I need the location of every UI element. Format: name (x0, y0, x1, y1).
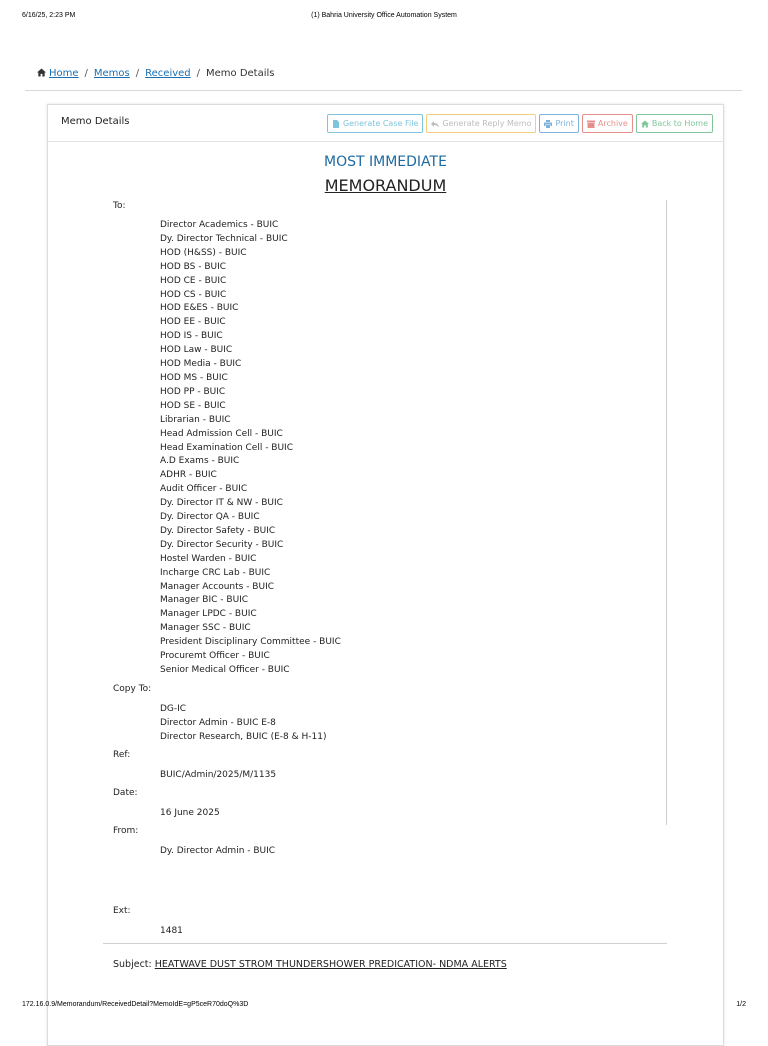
to-recipients-list (160, 219, 341, 678)
generate-reply-memo-button[interactable] (426, 114, 536, 133)
print-page-title: (1) Bahria University Office Automation System (311, 12, 457, 19)
recipient-item: Audit Officer - BUIC (160, 484, 248, 495)
recipient-item: Manager Accounts - BUIC (160, 581, 275, 592)
file-icon (332, 120, 340, 128)
recipient-item: Dy. Director IT & NW - BUIC (160, 498, 283, 509)
subject-line (113, 959, 507, 970)
subject-text: HEATWAVE DUST STROM THUNDERSHOWER PREDICATION- NDMA ALERTS (154, 959, 507, 970)
ref-value: BUIC/Admin/2025/M/1135 (160, 770, 277, 780)
archive-button[interactable] (582, 114, 633, 133)
ref-label: Ref: (113, 750, 131, 760)
breadcrumb-home-link[interactable]: Home (49, 68, 79, 79)
subject-label: Subject: (113, 959, 152, 970)
date-label: Date: (113, 788, 138, 798)
recipient-item: President Disciplinary Committee - BUIC (160, 637, 341, 648)
recipient-item: Hostel Warden - BUIC (160, 553, 257, 564)
recipient-item: HOD BS - BUIC (160, 261, 227, 272)
breadcrumb-current: Memo Details (206, 68, 275, 79)
recipient-item: Manager SSC - BUIC (160, 623, 251, 634)
card-title: Memo Details (61, 116, 130, 127)
recipient-item: Senior Medical Officer - BUIC (160, 665, 290, 675)
recipient-item: ADHR - BUIC (160, 470, 217, 481)
date-value: 16 June 2025 (160, 808, 220, 818)
generate-case-file-button[interactable] (327, 114, 423, 133)
print-button[interactable] (539, 114, 578, 133)
breadcrumb-divider (25, 90, 742, 91)
recipient-item: Manager LPDC - BUIC (160, 609, 257, 620)
recipient-item: HOD (H&SS) - BUIC (160, 247, 247, 258)
reply-icon (431, 120, 439, 128)
recipient-item: HOD CE - BUIC (160, 275, 227, 286)
print-page-number: 1/2 (736, 1001, 746, 1008)
back-to-home-label: Back to Home (651, 119, 708, 128)
back-to-home-button[interactable] (636, 114, 713, 133)
recipient-item: Director Academics - BUIC (160, 220, 279, 230)
recipient-item: A.D Exams - BUIC (160, 456, 240, 467)
recipient-item: Head Admission Cell - BUIC (160, 428, 283, 439)
breadcrumb (37, 68, 275, 79)
card-header (48, 105, 723, 142)
memo-priority: MOST IMMEDIATE (324, 154, 447, 170)
recipient-item: Head Examination Cell - BUIC (160, 442, 294, 453)
recipient-item: HOD E&ES - BUIC (160, 303, 239, 314)
from-value: Dy. Director Admin - BUIC (160, 846, 276, 856)
recipient-item: Dy. Director Security - BUIC (160, 539, 284, 550)
copy-to-label: Copy To: (113, 684, 152, 694)
ext-value: 1481 (160, 926, 183, 936)
recipient-item: Director Research, BUIC (E-8 & H-11) (160, 731, 327, 742)
generate-case-file-label: Generate Case File (342, 119, 419, 128)
recipient-item: HOD IS - BUIC (160, 331, 223, 342)
recipient-item: Dy. Director Technical - BUIC (160, 233, 288, 244)
subject-divider (103, 943, 667, 944)
ext-label: Ext: (113, 906, 131, 916)
copy-to-list (160, 703, 326, 745)
from-label: From: (113, 826, 139, 836)
generate-reply-memo-label: Generate Reply Memo (442, 119, 532, 128)
recipient-item: HOD SE - BUIC (160, 400, 226, 411)
print-label: Print (555, 119, 574, 128)
archive-icon (587, 120, 595, 128)
recipient-item: Manager BIC - BUIC (160, 595, 249, 606)
recipient-item: Procuremt Officer - BUIC (160, 651, 270, 662)
recipient-item: DG-IC (160, 704, 187, 714)
recipient-item: HOD CS - BUIC (160, 289, 227, 300)
recipient-item: HOD PP - BUIC (160, 386, 226, 397)
print-url: 172.16.0.9/Memorandum/ReceivedDetail?MemoIdE=gP5ceR70doQ%3D (22, 1001, 249, 1008)
recipient-item: Librarian - BUIC (160, 414, 231, 425)
recipient-item: Incharge CRC Lab - BUIC (160, 567, 271, 578)
memo-card (47, 104, 724, 1046)
recipient-item: Director Admin - BUIC E-8 (160, 717, 276, 728)
recipient-item: HOD Law - BUIC (160, 345, 233, 356)
print-datetime: 6/16/25, 2:23 PM (22, 12, 76, 19)
memo-body (48, 141, 723, 1045)
memo-heading: MEMORANDUM (324, 176, 447, 195)
memo-vertical-divider (666, 200, 667, 825)
print-icon (544, 120, 552, 128)
breadcrumb-separator: / (135, 68, 140, 79)
home-icon (641, 120, 649, 128)
breadcrumb-memos-link[interactable]: Memos (93, 68, 130, 79)
action-toolbar (327, 114, 713, 133)
home-icon (37, 68, 46, 77)
recipient-item: HOD MS - BUIC (160, 372, 228, 383)
recipient-item: Dy. Director QA - BUIC (160, 512, 260, 523)
breadcrumb-separator: / (196, 68, 201, 79)
breadcrumb-separator: / (84, 68, 88, 79)
recipient-item: HOD Media - BUIC (160, 359, 242, 370)
breadcrumb-received-link[interactable]: Received (145, 68, 191, 79)
to-label: To: (113, 201, 126, 211)
archive-label: Archive (597, 119, 628, 128)
recipient-item: HOD EE - BUIC (160, 317, 226, 328)
recipient-item: Dy. Director Safety - BUIC (160, 525, 276, 536)
